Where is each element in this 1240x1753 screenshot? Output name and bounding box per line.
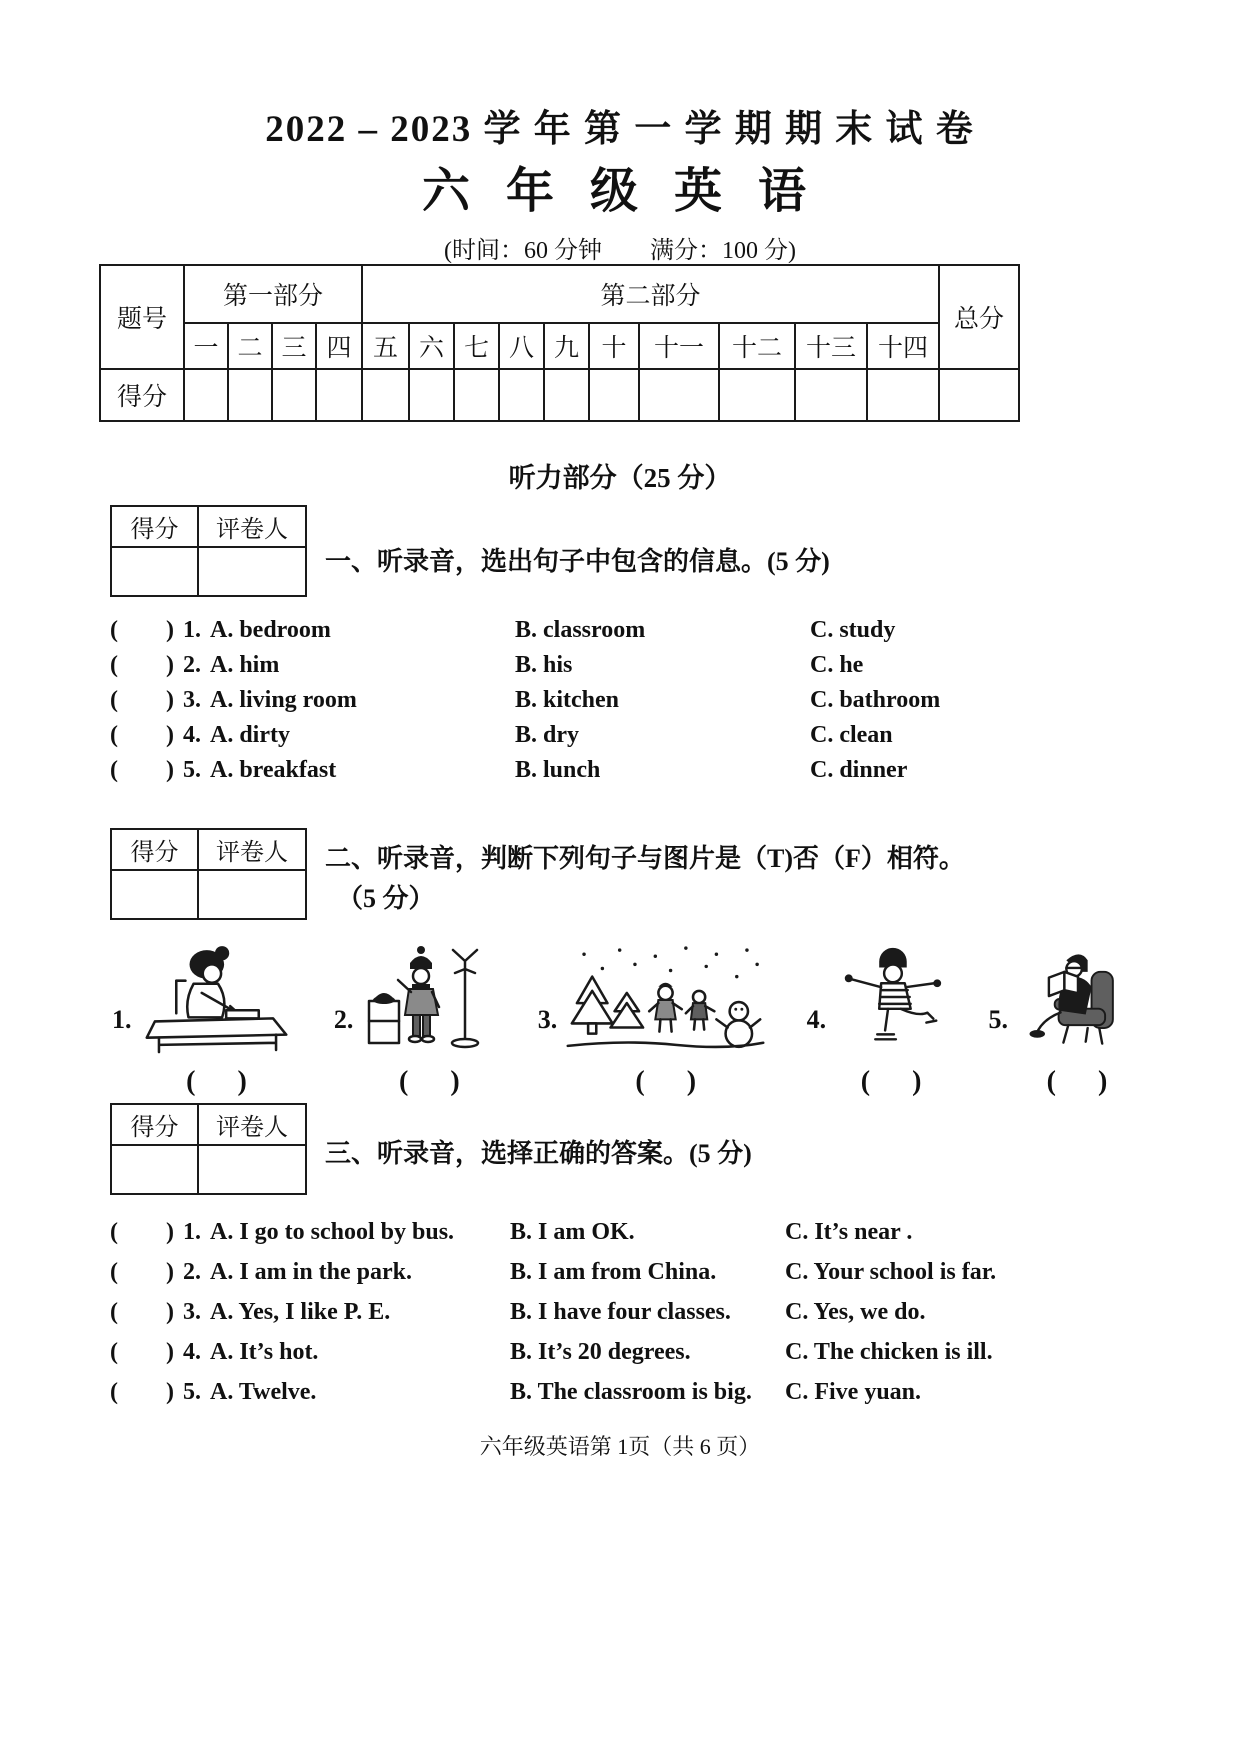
boy-beside-coat-stand-illustration [359, 942, 499, 1054]
question-number: 4. [182, 1338, 201, 1365]
grader-entry-cell [198, 1145, 306, 1194]
option-a: A. I am in the park. [209, 1258, 413, 1285]
option-a-cell [110, 687, 515, 714]
answer-paren: ( ) [110, 757, 174, 783]
question-row [110, 1212, 1140, 1252]
question-row [110, 1372, 1140, 1412]
picture-number: 1. [112, 1005, 132, 1034]
answer-paren: ( ) [110, 687, 174, 713]
question-row [110, 648, 1140, 683]
option-a: A. It’s hot. [209, 1338, 319, 1365]
section3-questions [110, 1212, 1140, 1412]
col-header: 十二 [719, 323, 795, 369]
exam-title-line1: 2022 – 2023 学 年 第 一 学 期 期 末 试 卷 [265, 109, 975, 150]
option-b: B. I have four classes. [510, 1298, 731, 1325]
option-a: A. Twelve. [209, 1378, 317, 1405]
question-number: 1. [182, 617, 201, 643]
part1-header: 第一部分 [184, 265, 362, 323]
option-a: A. dirty [209, 722, 290, 748]
question-number: 1. [182, 1218, 201, 1245]
option-a-cell [110, 652, 515, 679]
answer-paren: ( ) [110, 722, 174, 748]
grader-box-2 [110, 828, 307, 920]
picture-item [807, 942, 951, 1098]
exam-time-score-info: (时间：60 分钟 满分：100 分) [444, 238, 796, 264]
option-b: B. lunch [515, 757, 601, 783]
col-header: 六 [409, 323, 454, 369]
option-c: C. Yes, we do. [785, 1298, 926, 1325]
score-summary-table [99, 264, 1020, 422]
question-row [110, 1292, 1140, 1332]
answer-paren: ( ) [110, 1378, 174, 1405]
option-a-cell [110, 1299, 510, 1326]
option-a: A. him [209, 652, 280, 678]
score-cell-empty [544, 369, 589, 421]
col-header: 三 [272, 323, 316, 369]
col-header: 八 [499, 323, 544, 369]
grader-entry-cell [198, 870, 306, 919]
option-c: C. bathroom [810, 687, 941, 713]
question-number: 5. [182, 757, 201, 783]
score-cell-empty [639, 369, 719, 421]
person-reading-in-armchair-illustration [1014, 942, 1140, 1054]
page-footer: 六年级英语第 1页（共 6 页） [479, 1434, 761, 1459]
question-number: 3. [182, 1298, 201, 1325]
section2-pictures [112, 942, 1140, 1098]
question-number: 3. [182, 687, 201, 713]
score-cell-empty [362, 369, 409, 421]
score-cell-empty [409, 369, 454, 421]
score-entry-cell [111, 1145, 198, 1194]
option-b: B. kitchen [515, 687, 620, 713]
option-b: B. his [515, 652, 573, 678]
col-header: 十四 [867, 323, 939, 369]
question-number: 5. [182, 1378, 201, 1405]
score-cell-empty [316, 369, 362, 421]
option-c: C. dinner [810, 757, 908, 783]
answer-paren: ( ) [110, 1218, 174, 1245]
picture-number: 3. [537, 1005, 558, 1034]
option-a-cell [110, 617, 515, 644]
option-a-cell [110, 757, 515, 784]
question-number: 2. [182, 1258, 201, 1285]
girl-writing-at-desk-illustration [138, 942, 296, 1054]
col-header: 一 [184, 323, 228, 369]
picture-number: 5. [988, 1005, 1008, 1034]
score-cell-empty [228, 369, 272, 421]
col-header: 四 [316, 323, 362, 369]
picture-item [989, 942, 1141, 1098]
picture-item [112, 942, 296, 1098]
col-header: 五 [362, 323, 409, 369]
question-row [110, 1332, 1140, 1372]
col-header: 七 [454, 323, 499, 369]
question-number: 2. [182, 652, 201, 678]
grader-box-1 [110, 505, 307, 597]
answer-paren: ( ) [110, 1258, 174, 1285]
score-row-label: 得分 [100, 369, 184, 421]
question-row [110, 613, 1140, 648]
col-header: 九 [544, 323, 589, 369]
option-c: C. clean [810, 722, 893, 748]
part2-header: 第二部分 [362, 265, 939, 323]
question-row [110, 718, 1140, 753]
score-label: 得分 [111, 1104, 198, 1145]
option-c: C. Your school is far. [785, 1258, 997, 1285]
section2-heading-line2: （5 分） [337, 884, 435, 913]
score-entry-cell [111, 870, 198, 919]
option-c: C. Five yuan. [785, 1378, 922, 1405]
picture-number: 4. [806, 1005, 827, 1034]
option-a: A. breakfast [209, 757, 337, 783]
section3-heading: 三、听录音，选择正确的答案。(5 分) [325, 1139, 752, 1168]
section1-questions [110, 613, 1140, 788]
answer-paren: ( ) [110, 652, 174, 678]
option-a-cell [110, 1219, 510, 1246]
total-score-header: 总分 [939, 265, 1019, 369]
grader-box-3 [110, 1103, 307, 1195]
grader-label: 评卷人 [198, 1104, 306, 1145]
option-a-cell [110, 722, 515, 749]
col-header: 十三 [795, 323, 867, 369]
score-cell-empty [589, 369, 639, 421]
answer-paren: ( ) [110, 617, 174, 643]
score-cell-empty [719, 369, 795, 421]
picture-number: 2. [333, 1005, 354, 1034]
col-header: 十 [589, 323, 639, 369]
picture-item [538, 942, 769, 1098]
boy-ice-skating-illustration [832, 942, 950, 1054]
answer-paren: ( ) [635, 1066, 697, 1097]
question-row [110, 753, 1140, 788]
col-header: 十一 [639, 323, 719, 369]
picture-item [334, 942, 500, 1098]
option-b: B. I am from China. [510, 1258, 717, 1285]
children-playing-in-snow-illustration [563, 942, 768, 1054]
total-score-cell-empty [939, 369, 1019, 421]
grader-label: 评卷人 [198, 829, 306, 870]
answer-paren: ( ) [110, 1298, 174, 1325]
table-corner-label: 题号 [100, 265, 184, 369]
option-c: C. The chicken is ill. [785, 1338, 993, 1365]
option-a-cell [110, 1259, 510, 1286]
question-row [110, 1252, 1140, 1292]
option-b: B. classroom [515, 617, 646, 643]
option-b: B. dry [515, 722, 580, 748]
section1-heading: 一、听录音，选出句子中包含的信息。(5 分) [325, 547, 830, 576]
section2-heading-line1: 二、听录音，判断下列句子与图片是（T)否（F）相符。 [325, 844, 965, 873]
grader-entry-cell [198, 547, 306, 596]
score-label: 得分 [111, 506, 198, 547]
option-a: A. bedroom [209, 617, 331, 643]
option-b: B. I am OK. [510, 1218, 635, 1245]
option-a: A. Yes, I like P. E. [209, 1298, 391, 1325]
option-a-cell [110, 1379, 510, 1406]
option-a: A. living room [209, 687, 357, 713]
score-entry-cell [111, 547, 198, 596]
option-c: C. he [810, 652, 864, 678]
answer-paren: ( ) [186, 1066, 247, 1097]
score-cell-empty [454, 369, 499, 421]
score-cell-empty [272, 369, 316, 421]
score-cell-empty [184, 369, 228, 421]
score-cell-empty [867, 369, 939, 421]
listening-part-title: 听力部分（25 分） [508, 463, 732, 493]
answer-paren: ( ) [110, 1338, 174, 1365]
question-row [110, 683, 1140, 718]
exam-title-line2: 六 年 级 英 语 [421, 165, 818, 218]
question-number: 4. [182, 722, 201, 748]
answer-paren: ( ) [1046, 1066, 1108, 1097]
option-c: C. It’s near . [785, 1218, 913, 1245]
answer-paren: ( ) [399, 1066, 460, 1097]
answer-paren: ( ) [860, 1066, 922, 1097]
grader-label: 评卷人 [198, 506, 306, 547]
score-cell-empty [499, 369, 544, 421]
option-c: C. study [810, 617, 896, 643]
option-b: B. It’s 20 degrees. [510, 1338, 691, 1365]
option-a-cell [110, 1339, 510, 1366]
score-label: 得分 [111, 829, 198, 870]
option-b: B. The classroom is big. [510, 1378, 752, 1405]
score-cell-empty [795, 369, 867, 421]
option-a: A. I go to school by bus. [209, 1218, 455, 1245]
col-header: 二 [228, 323, 272, 369]
